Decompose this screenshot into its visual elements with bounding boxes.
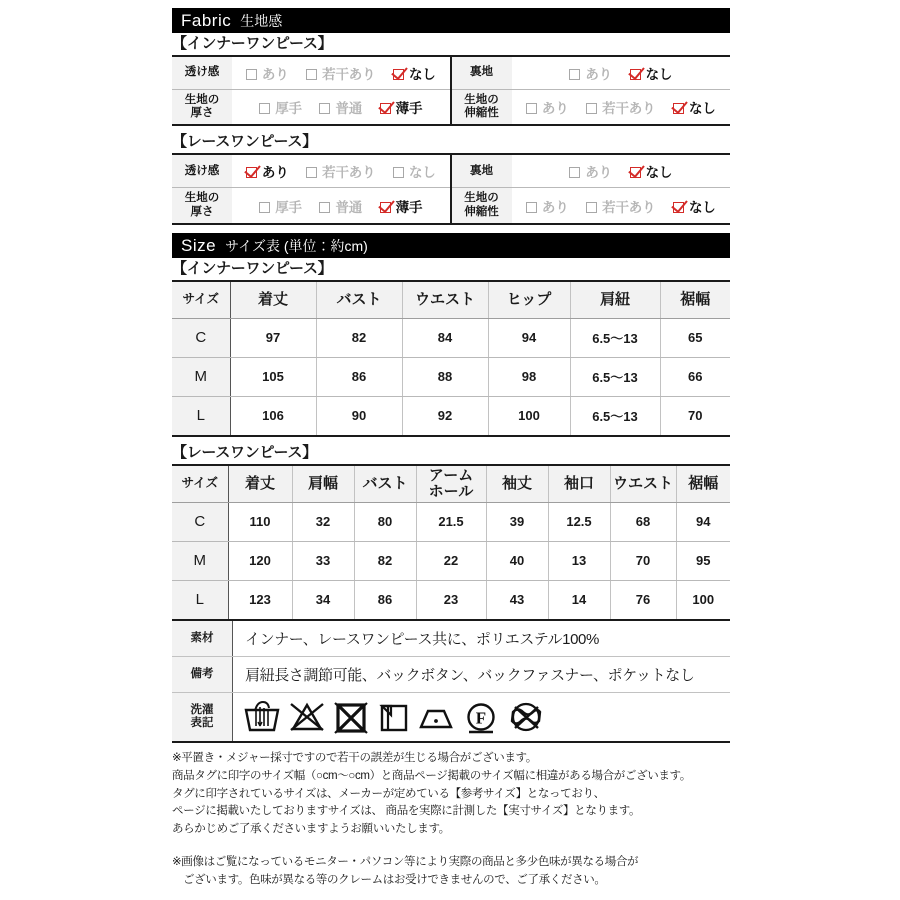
option-sheerness-none[interactable] bbox=[393, 161, 436, 181]
column-header-size: サイズ bbox=[172, 282, 230, 319]
size-table-heading-lace: 【レースワンピース】 bbox=[172, 442, 730, 466]
row-label-thickness bbox=[172, 90, 232, 126]
info-key-material: 素材 bbox=[172, 621, 233, 657]
lining-options-inner bbox=[512, 57, 731, 90]
cell-size: C bbox=[172, 318, 230, 357]
cell-length: 123 bbox=[228, 580, 292, 620]
cell-strap: 6.5〜13 bbox=[570, 318, 660, 357]
disclaimer-block-measurement bbox=[172, 750, 730, 839]
cell-hip: 98 bbox=[488, 357, 570, 396]
option-lining-none[interactable] bbox=[630, 161, 673, 181]
cell-cuff: 14 bbox=[548, 580, 610, 620]
table-row bbox=[172, 692, 730, 742]
info-key-remarks: 備考 bbox=[172, 656, 233, 692]
thickness-options-inner bbox=[232, 90, 451, 126]
thickness-options-lace bbox=[232, 188, 451, 224]
option-thickness-thick[interactable] bbox=[259, 97, 302, 117]
table-row bbox=[172, 155, 730, 188]
checkbox-icon bbox=[586, 103, 597, 114]
info-value-material: インナー、レースワンピース共に、ポリエステル100% bbox=[233, 621, 731, 657]
care-symbols-cell bbox=[233, 692, 731, 742]
option-label: 薄手 bbox=[395, 101, 423, 117]
table-row bbox=[172, 656, 730, 692]
checkbox-checked-icon bbox=[380, 202, 391, 213]
column-header-hip: ヒップ bbox=[488, 282, 570, 319]
checkbox-icon bbox=[393, 167, 404, 178]
checkbox-icon bbox=[569, 167, 580, 178]
row-label-thickness bbox=[172, 188, 232, 224]
row-label-stretch bbox=[451, 90, 512, 126]
no-wring-icon bbox=[505, 698, 547, 736]
option-thickness-thin[interactable] bbox=[380, 97, 423, 117]
option-label: 普通 bbox=[335, 101, 363, 117]
row-label-lining: 裏地 bbox=[451, 155, 512, 188]
sheerness-options-lace bbox=[232, 155, 451, 188]
cell-cuff: 13 bbox=[548, 541, 610, 580]
cell-armhole: 23 bbox=[416, 580, 486, 620]
cell-shoulder: 33 bbox=[292, 541, 354, 580]
cell-length: 97 bbox=[230, 318, 316, 357]
option-sheerness-yes[interactable] bbox=[246, 161, 289, 181]
fabric-group-heading-inner: 【インナーワンピース】 bbox=[172, 33, 730, 57]
table-row bbox=[172, 57, 730, 90]
checkbox-icon bbox=[319, 103, 330, 114]
cell-bust: 80 bbox=[354, 502, 416, 541]
disclaimer-line: ※平置き・メジャー採寸ですので若干の誤差が生じる場合がございます。 bbox=[172, 751, 537, 764]
cell-waist: 88 bbox=[402, 357, 488, 396]
row-label-line2: 厚さ bbox=[190, 107, 214, 120]
checkbox-icon bbox=[306, 167, 317, 178]
option-stretch-none[interactable] bbox=[673, 196, 716, 216]
cell-hem: 70 bbox=[660, 396, 730, 436]
cell-armhole: 22 bbox=[416, 541, 486, 580]
fabric-bar-title-jp: 生地感 bbox=[240, 13, 283, 29]
option-label: 普通 bbox=[335, 199, 363, 215]
option-thickness-thin[interactable] bbox=[380, 196, 423, 216]
checkbox-icon bbox=[259, 103, 270, 114]
cell-length: 120 bbox=[228, 541, 292, 580]
checkbox-checked-icon bbox=[630, 167, 641, 178]
fabric-table-lace bbox=[172, 155, 730, 224]
cell-hem: 66 bbox=[660, 357, 730, 396]
checkbox-icon bbox=[569, 69, 580, 80]
cell-hip: 100 bbox=[488, 396, 570, 436]
option-thickness-thick[interactable] bbox=[259, 196, 302, 216]
option-stretch-slight[interactable] bbox=[586, 196, 655, 216]
cell-waist: 68 bbox=[610, 502, 676, 541]
fabric-bar-title-en: Fabric bbox=[181, 11, 232, 30]
table-row bbox=[172, 90, 730, 126]
option-sheerness-slight[interactable] bbox=[306, 161, 375, 181]
option-lining-yes[interactable] bbox=[569, 63, 612, 83]
option-label: 薄手 bbox=[395, 199, 423, 215]
dry-clean-f-icon bbox=[461, 698, 501, 736]
size-section-bar bbox=[172, 233, 730, 258]
table-row bbox=[172, 502, 730, 541]
table-row bbox=[172, 580, 730, 620]
cell-strap: 6.5〜13 bbox=[570, 357, 660, 396]
column-header-size: サイズ bbox=[172, 466, 228, 503]
option-sheerness-yes[interactable] bbox=[246, 63, 289, 83]
lining-options-lace bbox=[512, 155, 731, 188]
cell-bust: 86 bbox=[354, 580, 416, 620]
column-header-bust: バスト bbox=[354, 466, 416, 503]
option-label: 厚手 bbox=[275, 199, 302, 215]
option-stretch-yes[interactable] bbox=[526, 97, 569, 117]
option-lining-yes[interactable] bbox=[569, 161, 612, 181]
table-header-row bbox=[172, 282, 730, 319]
cell-waist: 76 bbox=[610, 580, 676, 620]
cell-sleeve-length: 40 bbox=[486, 541, 548, 580]
info-key-care bbox=[172, 692, 233, 742]
disclaimer-block-color bbox=[172, 854, 730, 890]
table-header-row bbox=[172, 466, 730, 503]
option-label: 若干あり bbox=[602, 199, 656, 215]
cell-hem: 94 bbox=[676, 502, 730, 541]
option-stretch-none[interactable] bbox=[673, 97, 716, 117]
option-label: なし bbox=[645, 165, 673, 181]
disclaimer-line: ページに掲載いたしておりますサイズは、 商品を実際に計測した【実寸サイズ】となります。 bbox=[172, 805, 641, 818]
option-label: あり bbox=[261, 165, 289, 181]
disclaimer-line: あらかじめご了承くださいますようお願いいたします。 bbox=[172, 823, 450, 836]
cell-size: L bbox=[172, 396, 230, 436]
cell-shoulder: 34 bbox=[292, 580, 354, 620]
cell-cuff: 12.5 bbox=[548, 502, 610, 541]
disclaimer-line: ※画像はご覧になっているモニター・パソコン等により実際の商品と多少色味が異なる場合が bbox=[172, 855, 639, 868]
checkbox-checked-icon bbox=[673, 103, 684, 114]
hand-wash-icon bbox=[241, 698, 283, 736]
option-thickness-normal[interactable] bbox=[319, 196, 362, 216]
option-label: なし bbox=[408, 67, 436, 82]
table-row bbox=[172, 357, 730, 396]
cell-waist: 84 bbox=[402, 318, 488, 357]
cell-size: L bbox=[172, 580, 228, 620]
option-label: 若干あり bbox=[322, 165, 376, 181]
cell-size: C bbox=[172, 502, 228, 541]
cell-hem: 65 bbox=[660, 318, 730, 357]
checkbox-icon bbox=[306, 69, 317, 80]
column-header-bust: バスト bbox=[316, 282, 402, 319]
option-label: あり bbox=[541, 199, 569, 215]
iron-low-heat-icon bbox=[415, 698, 457, 736]
fabric-section-bar bbox=[172, 8, 730, 33]
row-label-line1: 生地の bbox=[184, 192, 220, 205]
cell-hip: 94 bbox=[488, 318, 570, 357]
line-dry-in-shade-icon bbox=[375, 698, 411, 736]
disclaimer-line: タグに印字されているサイズは、メーカーが定めている【参考サイズ】となっており、 bbox=[172, 787, 605, 800]
checkbox-icon bbox=[586, 202, 597, 213]
cell-bust: 82 bbox=[316, 318, 402, 357]
cell-bust: 86 bbox=[316, 357, 402, 396]
checkbox-icon bbox=[319, 202, 330, 213]
option-stretch-yes[interactable] bbox=[526, 196, 569, 216]
table-row bbox=[172, 188, 730, 224]
row-label-line1: 生地の bbox=[464, 94, 499, 106]
option-label: なし bbox=[645, 67, 673, 82]
table-row bbox=[172, 318, 730, 357]
disclaimer-line: 商品タグに印字のサイズ幅（○cm〜○cm）と商品ページ掲載のサイズ幅に相違がある場合がございます。 bbox=[172, 769, 691, 782]
checkbox-icon bbox=[526, 202, 537, 213]
column-header-line1: アーム bbox=[428, 467, 474, 485]
row-label-line1: 生地の bbox=[184, 94, 220, 106]
cell-armhole: 21.5 bbox=[416, 502, 486, 541]
checkbox-checked-icon bbox=[630, 69, 641, 80]
cell-hem: 95 bbox=[676, 541, 730, 580]
row-label-line2: 厚さ bbox=[190, 205, 214, 218]
size-table-lace bbox=[172, 466, 730, 621]
fabric-table-inner bbox=[172, 57, 730, 126]
cell-bust: 82 bbox=[354, 541, 416, 580]
checkbox-icon bbox=[246, 69, 257, 80]
option-thickness-normal[interactable] bbox=[319, 97, 362, 117]
column-header-waist: ウエスト bbox=[402, 282, 488, 319]
option-label: なし bbox=[688, 199, 716, 215]
column-header-waist: ウエスト bbox=[610, 466, 676, 503]
option-label: あり bbox=[541, 101, 569, 117]
option-label: なし bbox=[408, 165, 436, 181]
stretch-options-inner bbox=[512, 90, 731, 126]
size-bar-title-en: Size bbox=[181, 235, 217, 255]
product-info-table bbox=[172, 621, 730, 743]
checkbox-checked-icon bbox=[246, 167, 257, 178]
column-header-armhole bbox=[416, 466, 486, 503]
cell-length: 106 bbox=[230, 396, 316, 436]
column-header-shoulder: 肩幅 bbox=[292, 466, 354, 503]
size-table-inner bbox=[172, 282, 730, 437]
row-label-lining: 裏地 bbox=[451, 57, 512, 90]
column-header-strap: 肩紐 bbox=[570, 282, 660, 319]
column-header-sleeve-length: 袖丈 bbox=[486, 466, 548, 503]
no-bleach-icon bbox=[287, 698, 327, 736]
cell-strap: 6.5〜13 bbox=[570, 396, 660, 436]
row-label-line1: 生地の bbox=[464, 192, 499, 205]
row-label-stretch bbox=[451, 188, 512, 224]
disclaimer-line: ございます。色味が異なる等のクレームはお受けできませんので、ご了承ください。 bbox=[183, 873, 606, 886]
info-value-remarks: 肩紐長さ調節可能、バックボタン、バックファスナー、ポケットなし bbox=[233, 656, 731, 692]
option-lining-none[interactable] bbox=[630, 63, 673, 83]
checkbox-icon bbox=[259, 202, 270, 213]
size-bar-title-jp: サイズ表 (単位：約cm) bbox=[225, 237, 368, 254]
checkbox-checked-icon bbox=[380, 103, 391, 114]
option-label: 厚手 bbox=[275, 101, 302, 117]
checkbox-checked-icon bbox=[673, 202, 684, 213]
table-row bbox=[172, 541, 730, 580]
column-header-hem: 裾幅 bbox=[676, 466, 730, 503]
row-label-line2: 伸縮性 bbox=[464, 107, 499, 120]
row-label-sheerness: 透け感 bbox=[172, 57, 232, 90]
fabric-group-heading-lace: 【レースワンピース】 bbox=[172, 131, 730, 155]
option-label: 若干あり bbox=[322, 67, 376, 82]
option-sheerness-slight[interactable] bbox=[306, 63, 375, 83]
sheerness-options-inner bbox=[232, 57, 451, 90]
option-label: 若干あり bbox=[602, 101, 656, 117]
cell-waist: 70 bbox=[610, 541, 676, 580]
column-header-hem: 裾幅 bbox=[660, 282, 730, 319]
cell-sleeve-length: 39 bbox=[486, 502, 548, 541]
option-label: あり bbox=[585, 67, 612, 82]
row-label-sheerness: 透け感 bbox=[172, 155, 232, 188]
info-key-line1: 洗濯 bbox=[190, 703, 214, 716]
care-symbol-row bbox=[241, 698, 730, 736]
table-row bbox=[172, 621, 730, 657]
option-stretch-slight[interactable] bbox=[586, 97, 655, 117]
checkbox-checked-icon bbox=[393, 69, 404, 80]
option-label: あり bbox=[585, 165, 612, 181]
stretch-options-lace bbox=[512, 188, 731, 224]
cell-waist: 92 bbox=[402, 396, 488, 436]
cell-length: 110 bbox=[228, 502, 292, 541]
cell-size: M bbox=[172, 541, 228, 580]
checkbox-icon bbox=[526, 103, 537, 114]
no-tumble-dry-icon bbox=[331, 698, 371, 736]
cell-hem: 100 bbox=[676, 580, 730, 620]
option-label: あり bbox=[261, 67, 289, 82]
column-header-length: 着丈 bbox=[228, 466, 292, 503]
cell-sleeve-length: 43 bbox=[486, 580, 548, 620]
option-sheerness-none[interactable] bbox=[393, 63, 436, 83]
column-header-length: 着丈 bbox=[230, 282, 316, 319]
cell-bust: 90 bbox=[316, 396, 402, 436]
row-label-line2: 伸縮性 bbox=[464, 205, 499, 218]
table-row bbox=[172, 396, 730, 436]
option-label: なし bbox=[688, 101, 716, 117]
info-key-line2: 表記 bbox=[190, 716, 214, 729]
size-table-heading-inner: 【インナーワンピース】 bbox=[172, 258, 730, 282]
cell-size: M bbox=[172, 357, 230, 396]
cell-shoulder: 32 bbox=[292, 502, 354, 541]
svg-text:F: F bbox=[475, 708, 487, 728]
cell-length: 105 bbox=[230, 357, 316, 396]
column-header-cuff: 袖口 bbox=[548, 466, 610, 503]
column-header-line2: ホール bbox=[428, 482, 474, 500]
content-wrapper bbox=[172, 8, 730, 890]
